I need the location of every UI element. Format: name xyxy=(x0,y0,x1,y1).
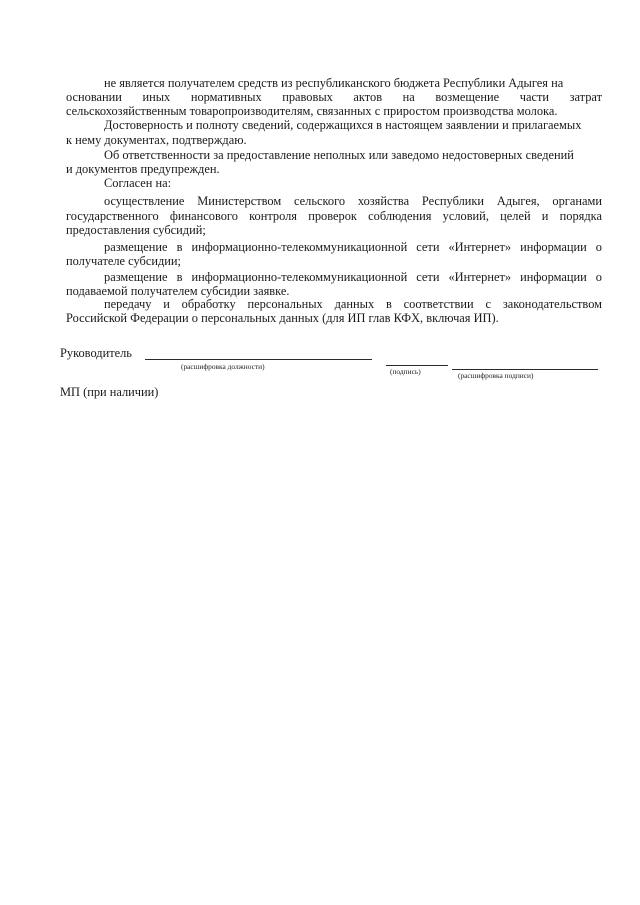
c3-line1: размещение в информационно-телекоммуникационной сети «Интернет» информации о xyxy=(104,270,602,284)
c1-line2: государственного финансового контроля проверок соблюдения условий, целей и порядка xyxy=(66,209,602,223)
c2-line1: размещение в информационно-телекоммуникационной сети «Интернет» информации о xyxy=(104,240,602,254)
p3-line1: Об ответственности за предоставление неполных или заведомо недостоверных сведений xyxy=(104,148,574,162)
stamp-label: МП (при наличии) xyxy=(60,385,159,399)
name-line xyxy=(452,369,598,370)
c3-line2: подаваемой получателем субсидии заявке. xyxy=(66,284,290,298)
p1-line2: основании иных нормативных правовых актов на возмещение части затрат xyxy=(66,90,602,104)
position-caption: (расшифровка должности) xyxy=(181,362,265,371)
p1-line1: не является получателем средств из республиканского бюджета Республики Адыгея на xyxy=(104,76,564,90)
c4-line2: Российской Федерации о персональных данных (для ИП глав КФХ, включая ИП). xyxy=(66,311,499,325)
signature-caption: (подпись) xyxy=(390,367,421,376)
p1-line3: сельскохозяйственным товаропроизводителям, связанных с приростом производства молока. xyxy=(66,104,558,118)
name-caption: (расшифровка подписи) xyxy=(458,371,534,380)
signature-line xyxy=(386,365,448,366)
p3-line2: и документов предупрежден. xyxy=(66,162,220,176)
consent-heading: Согласен на: xyxy=(104,176,172,190)
p2-line1: Достоверность и полноту сведений, содержащихся в настоящем заявлении и прилагаемых xyxy=(104,118,582,132)
c1-line3: предоставления субсидий; xyxy=(66,223,206,237)
position-line xyxy=(145,359,372,360)
c1-line1: осуществление Министерством сельского хозяйства Республики Адыгея, органами xyxy=(104,194,602,208)
p2-line2: к нему документах, подтверждаю. xyxy=(66,133,247,147)
c2-line2: получателе субсидии; xyxy=(66,254,181,268)
c4-line1: передачу и обработку персональных данных в соответствии с законодательством xyxy=(104,297,602,311)
signature-label: Руководитель xyxy=(60,346,132,360)
